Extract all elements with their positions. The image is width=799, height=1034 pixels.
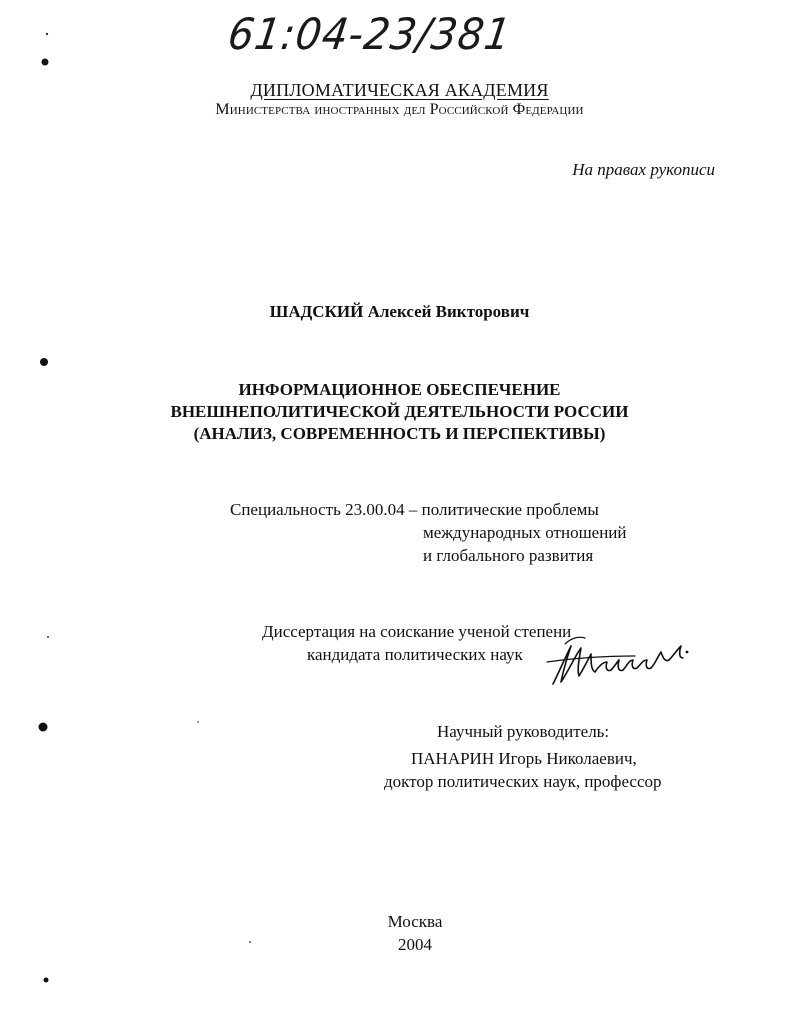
specialty-line-1: Специальность 23.00.04 – политические проблемы <box>230 500 599 519</box>
title-line-1: ИНФОРМАЦИОННОЕ ОБЕСПЕЧЕНИЕ <box>238 380 561 399</box>
dissertation-line-1: Диссертация на соискание ученой степени <box>262 622 572 641</box>
speck <box>197 721 199 723</box>
author-signature <box>545 632 695 692</box>
specialty-line-3: и глобального развития <box>423 546 594 565</box>
speck <box>44 978 49 983</box>
archive-number: 61:04-23/381 <box>225 10 515 60</box>
supervisor-label: Научный руководитель: <box>437 722 610 741</box>
speck <box>40 358 48 366</box>
speck <box>47 636 49 638</box>
speck <box>42 59 49 66</box>
speck <box>39 723 48 732</box>
year: 2004 <box>398 935 432 954</box>
academy-name: ДИПЛОМАТИЧЕСКАЯ АКАДЕМИЯ <box>250 80 549 100</box>
city: Москва <box>387 912 443 931</box>
supervisor-name: ПАНАРИН Игорь Николаевич, <box>411 749 637 768</box>
ministry-name: Министерства иностранных дел Российской Федерации <box>215 101 584 118</box>
supervisor-degree: доктор политических наук, профессор <box>384 772 662 791</box>
specialty-line-2: международных отношений <box>423 523 627 542</box>
speck <box>46 33 48 35</box>
manuscript-note: На правах рукописи <box>572 160 715 179</box>
author-name: ШАДСКИЙ Алексей Викторович <box>269 302 530 321</box>
dissertation-line-2: кандидата политических наук <box>307 645 523 664</box>
title-line-2: ВНЕШНЕПОЛИТИЧЕСКОЙ ДЕЯТЕЛЬНОСТИ РОССИИ <box>170 402 629 421</box>
title-line-3: (АНАЛИЗ, СОВРЕМЕННОСТЬ И ПЕРСПЕКТИВЫ) <box>193 424 606 443</box>
